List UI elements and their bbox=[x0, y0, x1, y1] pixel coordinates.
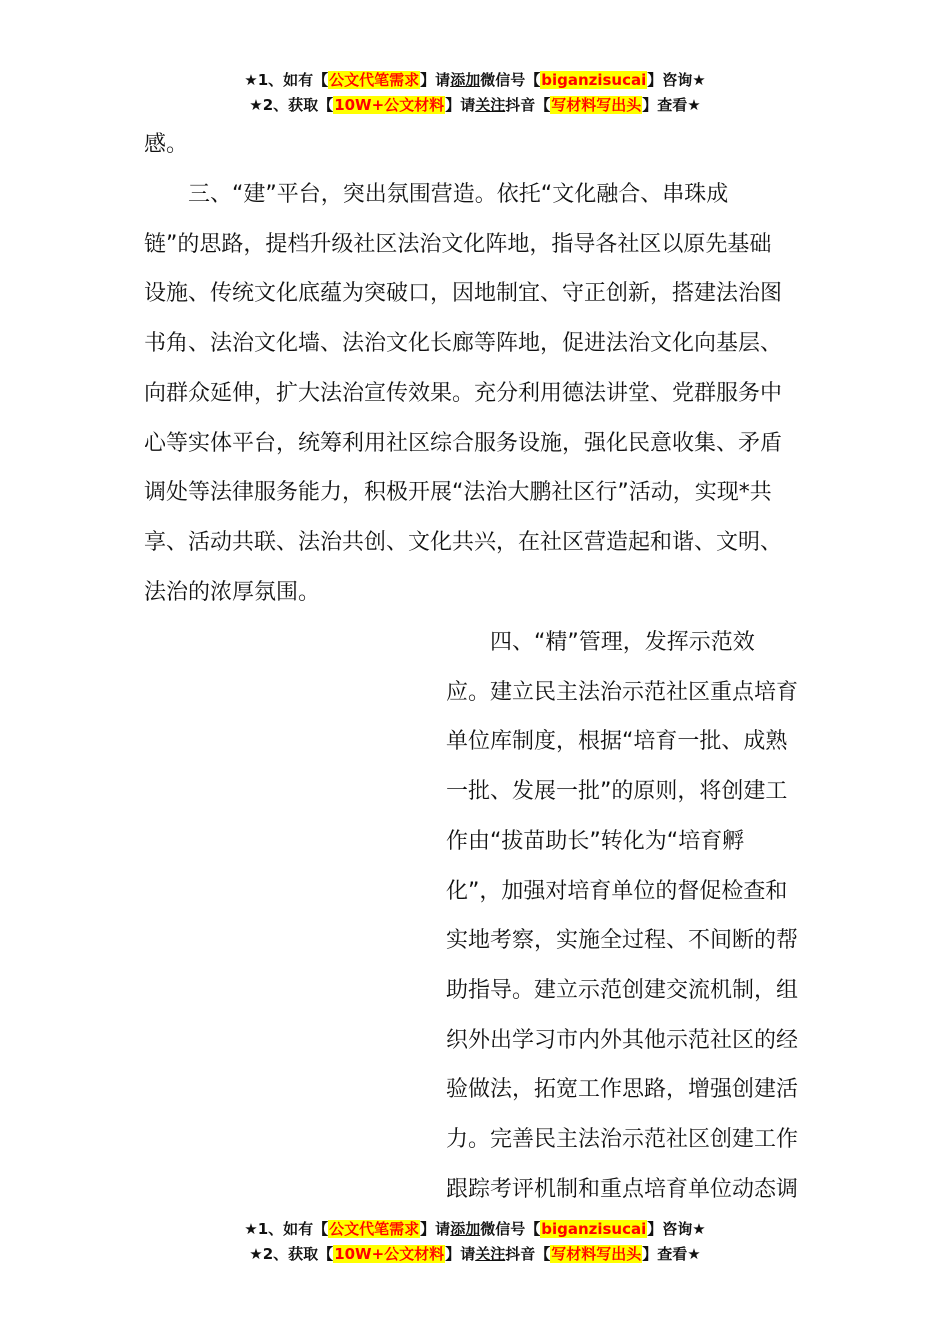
text-line: 化”，加强对培育单位的督促检查和 bbox=[446, 878, 788, 904]
text-line: 四、“精”管理，发挥示范效 bbox=[446, 630, 755, 655]
text-line: 织外出学习市内外其他示范社区的经 bbox=[446, 1027, 799, 1053]
banner-text: 】请 bbox=[420, 71, 451, 89]
banner-text: 】咨询★ bbox=[647, 1220, 706, 1238]
text-line: 心等实体平台，统筹利用社区综合服务设施，强化民意收集、矛盾 bbox=[144, 430, 783, 456]
banner-text: 抖音【 bbox=[505, 1245, 551, 1263]
text-line: 法治的浓厚氛围。 bbox=[144, 579, 321, 605]
text-line: 设施、传统文化底蕴为突破口，因地制宜、守正创新，搭建法治图 bbox=[144, 281, 783, 307]
text-line: 向群众延伸，扩大法治宣传效果。充分利用德法讲堂、党群服务中 bbox=[144, 380, 783, 406]
text-line: 感。 bbox=[144, 132, 189, 157]
banner-underlined-text: 添加 bbox=[450, 71, 481, 89]
banner-text: 微信号【 bbox=[480, 71, 541, 89]
banner-highlight: 写材料写出头 bbox=[551, 96, 642, 114]
footer-banner-line-2 bbox=[0, 1244, 950, 1264]
text-line: 链”的思路，提档升级社区法治文化阵地，指导各社区以原先基础 bbox=[144, 231, 772, 257]
banner-text: ★1、如有【 bbox=[244, 71, 329, 89]
paragraph-section-4 bbox=[446, 618, 808, 1214]
banner-text: 】查看★ bbox=[642, 1245, 701, 1263]
banner-text: 抖音【 bbox=[505, 96, 551, 114]
text-line: 力。完善民主法治示范社区创建工作 bbox=[446, 1127, 799, 1153]
text-line: 书角、法治文化墙、法治文化长廊等阵地，促进法治文化向基层、 bbox=[144, 331, 783, 357]
banner-underlined-text: 关注 bbox=[475, 1245, 506, 1263]
text-line: 享、活动共联、法治共创、文化共兴，在社区营造起和谐、文明、 bbox=[144, 529, 783, 555]
banner-text: ★2、获取【 bbox=[249, 96, 334, 114]
text-line: 验做法，拓宽工作思路，增强创建活 bbox=[446, 1077, 799, 1103]
banner-highlight: 10W+公文材料 bbox=[334, 1245, 445, 1263]
text-line: 跟踪考评机制和重点培育单位动态调 bbox=[446, 1176, 799, 1202]
banner-text: 】请 bbox=[445, 1245, 476, 1263]
banner-highlight: biganzisucai bbox=[541, 71, 647, 89]
banner-text: ★2、获取【 bbox=[249, 1245, 334, 1263]
banner-highlight: 公文代笔需求 bbox=[329, 1220, 420, 1238]
text-line: 作由“拔苗助长”转化为“培育孵 bbox=[446, 828, 745, 854]
banner-text: 】请 bbox=[420, 1220, 451, 1238]
footer-banner-line-1 bbox=[0, 1219, 950, 1239]
banner-text: 】查看★ bbox=[642, 96, 701, 114]
text-line: 应。建立民主法治示范社区重点培育 bbox=[446, 679, 799, 705]
banner-underlined-text: 添加 bbox=[450, 1220, 481, 1238]
banner-underlined-text: 关注 bbox=[475, 96, 506, 114]
banner-highlight: 写材料写出头 bbox=[551, 1245, 642, 1263]
header-banner-line-2 bbox=[0, 95, 950, 115]
text-line: 调处等法律服务能力，积极开展“法治大鹏社区行”活动，实现*共 bbox=[144, 480, 772, 506]
text-line: 实地考察，实施全过程、不间断的帮 bbox=[446, 928, 799, 954]
text-line: 一批、发展一批”的原则，将创建工 bbox=[446, 779, 788, 805]
banner-text: 】咨询★ bbox=[647, 71, 706, 89]
header-banner-line-1 bbox=[0, 70, 950, 90]
paragraph-continuation bbox=[144, 120, 808, 170]
text-line: 单位库制度，根据“培育一批、成熟 bbox=[446, 729, 788, 755]
banner-text: 微信号【 bbox=[480, 1220, 541, 1238]
banner-highlight: biganzisucai bbox=[541, 1220, 647, 1238]
banner-text: 】请 bbox=[445, 96, 476, 114]
paragraph-section-3 bbox=[144, 170, 808, 617]
banner-highlight: 公文代笔需求 bbox=[329, 71, 420, 89]
text-line: 助指导。建立示范创建交流机制，组 bbox=[446, 977, 799, 1003]
banner-highlight: 10W+公文材料 bbox=[334, 96, 445, 114]
banner-text: ★1、如有【 bbox=[244, 1220, 329, 1238]
text-line: 三、“建”平台，突出氛围营造。依托“文化融合、串珠成 bbox=[144, 182, 729, 207]
